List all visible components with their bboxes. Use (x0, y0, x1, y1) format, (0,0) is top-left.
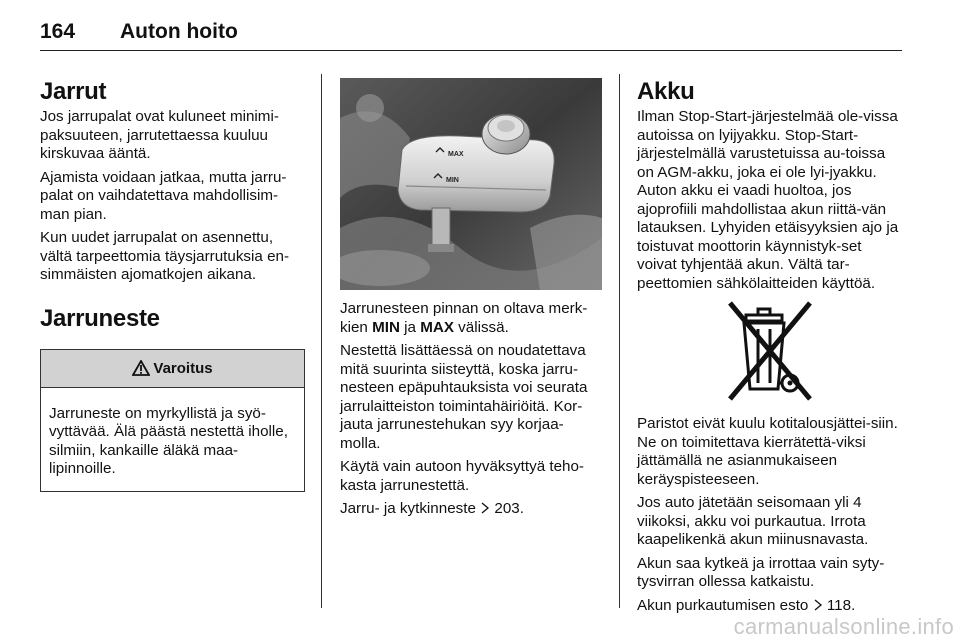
heading-brakes: Jarrut (40, 78, 107, 105)
brake-fluid-reservoir-photo (340, 78, 602, 290)
reference-page: 203. (494, 500, 524, 517)
min-mark-label: MIN (446, 177, 459, 184)
reference-text: Jarru- ja kytkinneste (340, 500, 476, 517)
page-reference-arrow-icon (813, 599, 823, 611)
heading-battery: Akku (637, 78, 695, 105)
page-number: 164 (40, 20, 76, 43)
watermark: carmanualsonline.info (733, 614, 954, 639)
reference-text: Akun purkautumisen esto (637, 596, 809, 614)
reference-brake-clutch-fluid[interactable] (340, 500, 602, 519)
page-reference-arrow-icon (480, 502, 490, 514)
column-battery (637, 78, 902, 620)
text-fragment: Jarrunesteen pinnan on oltava merk-kien (340, 300, 588, 336)
paragraph-brake-pads-worn: Jos jarrupalat ovat kuluneet minimi-paksuuteen, jarrutettaessa kuuluu kirskuvaa ääntä. (40, 108, 279, 162)
column-divider-right (619, 74, 620, 608)
reference-discharge-prevention[interactable] (637, 597, 902, 616)
page-header (40, 14, 902, 51)
warning-header (41, 350, 304, 388)
warning-triangle-icon (132, 360, 150, 376)
paragraph-connect-disconnect: Akun saa kytkeä ja irrottaa vain syty-tysvirran ollessa katkaistu. (637, 554, 885, 590)
page-title: Auton hoito (120, 20, 238, 43)
paragraph-cleanliness: Nestettä lisättäessä on noudatettava mitä suurinta siisteyttä, koska jarru-nesteen epäpuhtauksista voi seurata jarrulaitteiston toimintahäiriöitä. Kor-jauta jarrunestehukan syy korjaa-molla. (340, 342, 588, 452)
max-mark-label: MAX (448, 151, 464, 158)
max-label: MAX (420, 318, 454, 336)
crossed-out-bin-icon (718, 299, 822, 403)
paragraph-fluid-level (340, 300, 602, 337)
warning-text: Jarruneste on myrkyllistä ja syö-vyttävää. Älä päästä nestettä iholle, silmiin, kankaille äläkä maa-lipinnoille. (49, 404, 288, 477)
min-label: MIN (372, 318, 400, 336)
column-divider-left (321, 74, 322, 608)
heading-brake-fluid: Jarruneste (40, 304, 160, 332)
column-brake-fluid (340, 78, 602, 524)
reference-page: 118. (826, 596, 856, 614)
paragraph-new-brake-pads: Kun uudet jarrupalat on asennettu, vältä tarpeettomia täysjarrutuksia en-simmäisten ajomatkojen aikana. (40, 229, 290, 283)
paragraph-brake-pads-replace: Ajamista voidaan jatkaa, mutta jarru-palat on vaihdatettava mahdollisim-man pian. (40, 168, 287, 223)
paragraph-battery-disposal: Paristot eivät kuulu kotitalousjättei-siin. Ne on toimitettava kierrätettä-viksi jättämällä ne asianmukaiseen keräyspisteeseen. (637, 415, 898, 488)
text-fragment: välissä. (453, 318, 509, 336)
paragraph-approved-fluid: Käytä vain autoon hyväksyttyä teho-kasta jarrunestettä. (340, 458, 584, 494)
column-brakes (40, 78, 305, 492)
warning-box (40, 349, 305, 492)
paragraph-parked-vehicle: Jos auto jätetään seisomaan yli 4 viikoksi, akku voi purkautua. Irrota kaapelikenkä akun miinusnavasta. (637, 494, 869, 548)
paragraph-battery-types: Ilman Stop-Start-järjestelmää ole-vissa autoissa on lyijyakku. Stop-Start-järjestelmällä varustetuissa au-toissa on AGM-akku, joka ei ole lyi-jyakku. Auton akku ei vaadi huoltoa, jos ajoprofiili mahdollistaa akun riittä-vän latauksen. Lyhyiden etäisyyksien ajo ja toistuvat moottorin käynnistyk-set voivat tyhjentää akun. Vältä tar-peettomien sähkölaitteiden käyttöä. (637, 108, 899, 292)
text-fragment: ja (399, 318, 421, 336)
warning-title: Varoitus (153, 359, 213, 377)
